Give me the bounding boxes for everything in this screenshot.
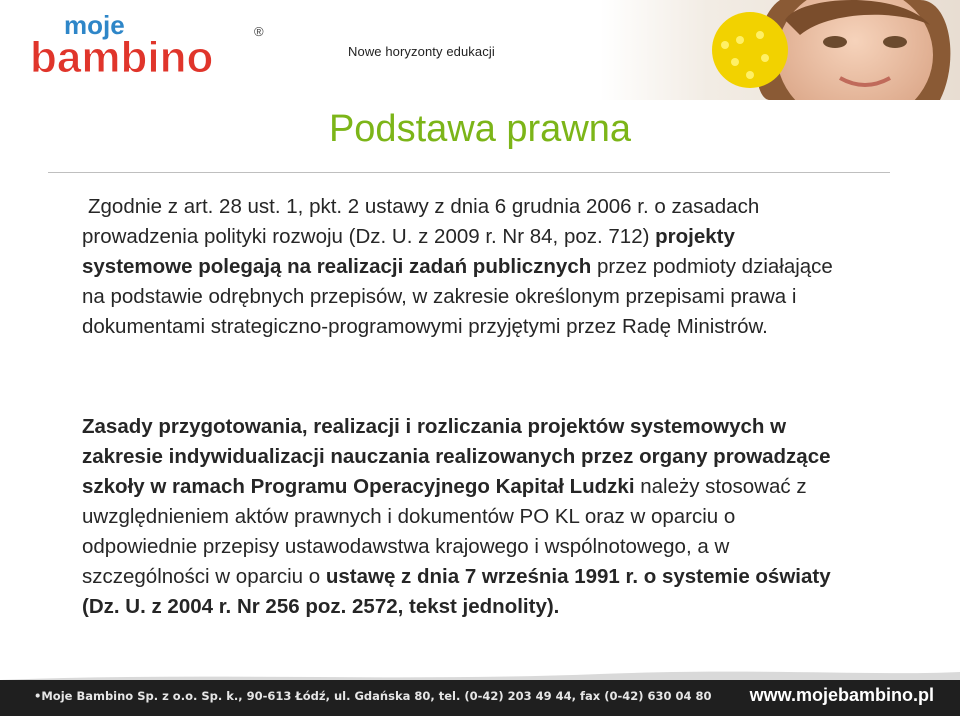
yellow-ball <box>712 12 788 88</box>
tagline: Nowe horyzonty edukacji <box>348 44 495 59</box>
paragraph-principles <box>82 412 842 622</box>
para2-seg-2: należy stosować z uwzględnieniem aktów prawnych i dokumentów PO KL oraz w oparciu o odpowiednie przepisy ustawodawstwa krajowego i wspólnotowego, a w szczególności w oparciu o <box>82 475 807 588</box>
paragraph-legal-basis <box>82 192 842 342</box>
para1-seg-2: prowadzenia polityki rozwoju (Dz. U. z 2009 r. Nr 84, poz. 712) <box>82 225 656 248</box>
para1-seg-3: projekty systemowe polegają na realizacji zadań publicznych <box>82 225 735 278</box>
logo-registered-mark: ® <box>254 24 264 39</box>
para2-seg-1: Zasady przygotowania, realizacji i rozliczania projektów systemowych w zakresie indywidualizacji nauczania realizowanych przez organy prowadzące szkoły w ramach Programu Operacyjnego Kapitał Ludzki <box>82 415 831 498</box>
para1-seg-4: przez podmioty działające na podstawie odrębnych przepisów, w zakresie określonym przepisami prawa i dokumentami strategiczno-programowymi przyjętymi przez Radę Ministrów. <box>82 255 833 338</box>
footer-bar <box>0 680 960 716</box>
child-photo <box>600 0 960 100</box>
para2-seg-3: ustawę z dnia 7 września 1991 r. o systemie oświaty (Dz. U. z 2004 r. Nr 256 poz. 2572, tekst jednolity). <box>82 565 831 618</box>
footer-website-link[interactable]: www.mojebambino.pl <box>749 685 934 705</box>
logo-main-text: bambino <box>30 33 214 78</box>
header <box>0 0 960 100</box>
title-divider <box>48 172 890 173</box>
logo-top-text: moje <box>64 10 125 40</box>
moje-bambino-logo[interactable] <box>28 8 278 78</box>
slide-title: Podstawa prawna <box>328 108 632 150</box>
footer-address: •Moje Bambino Sp. z o.o. Sp. k., 90-613 Łódź, ul. Gdańska 80, tel. (0-42) 203 49 44, fax (0-42) 630 04 80 <box>34 689 712 703</box>
para1-seg-1: Zgodnie z art. 28 ust. 1, pkt. 2 ustawy z dnia 6 grudnia 2006 r. o zasadach <box>88 195 760 218</box>
